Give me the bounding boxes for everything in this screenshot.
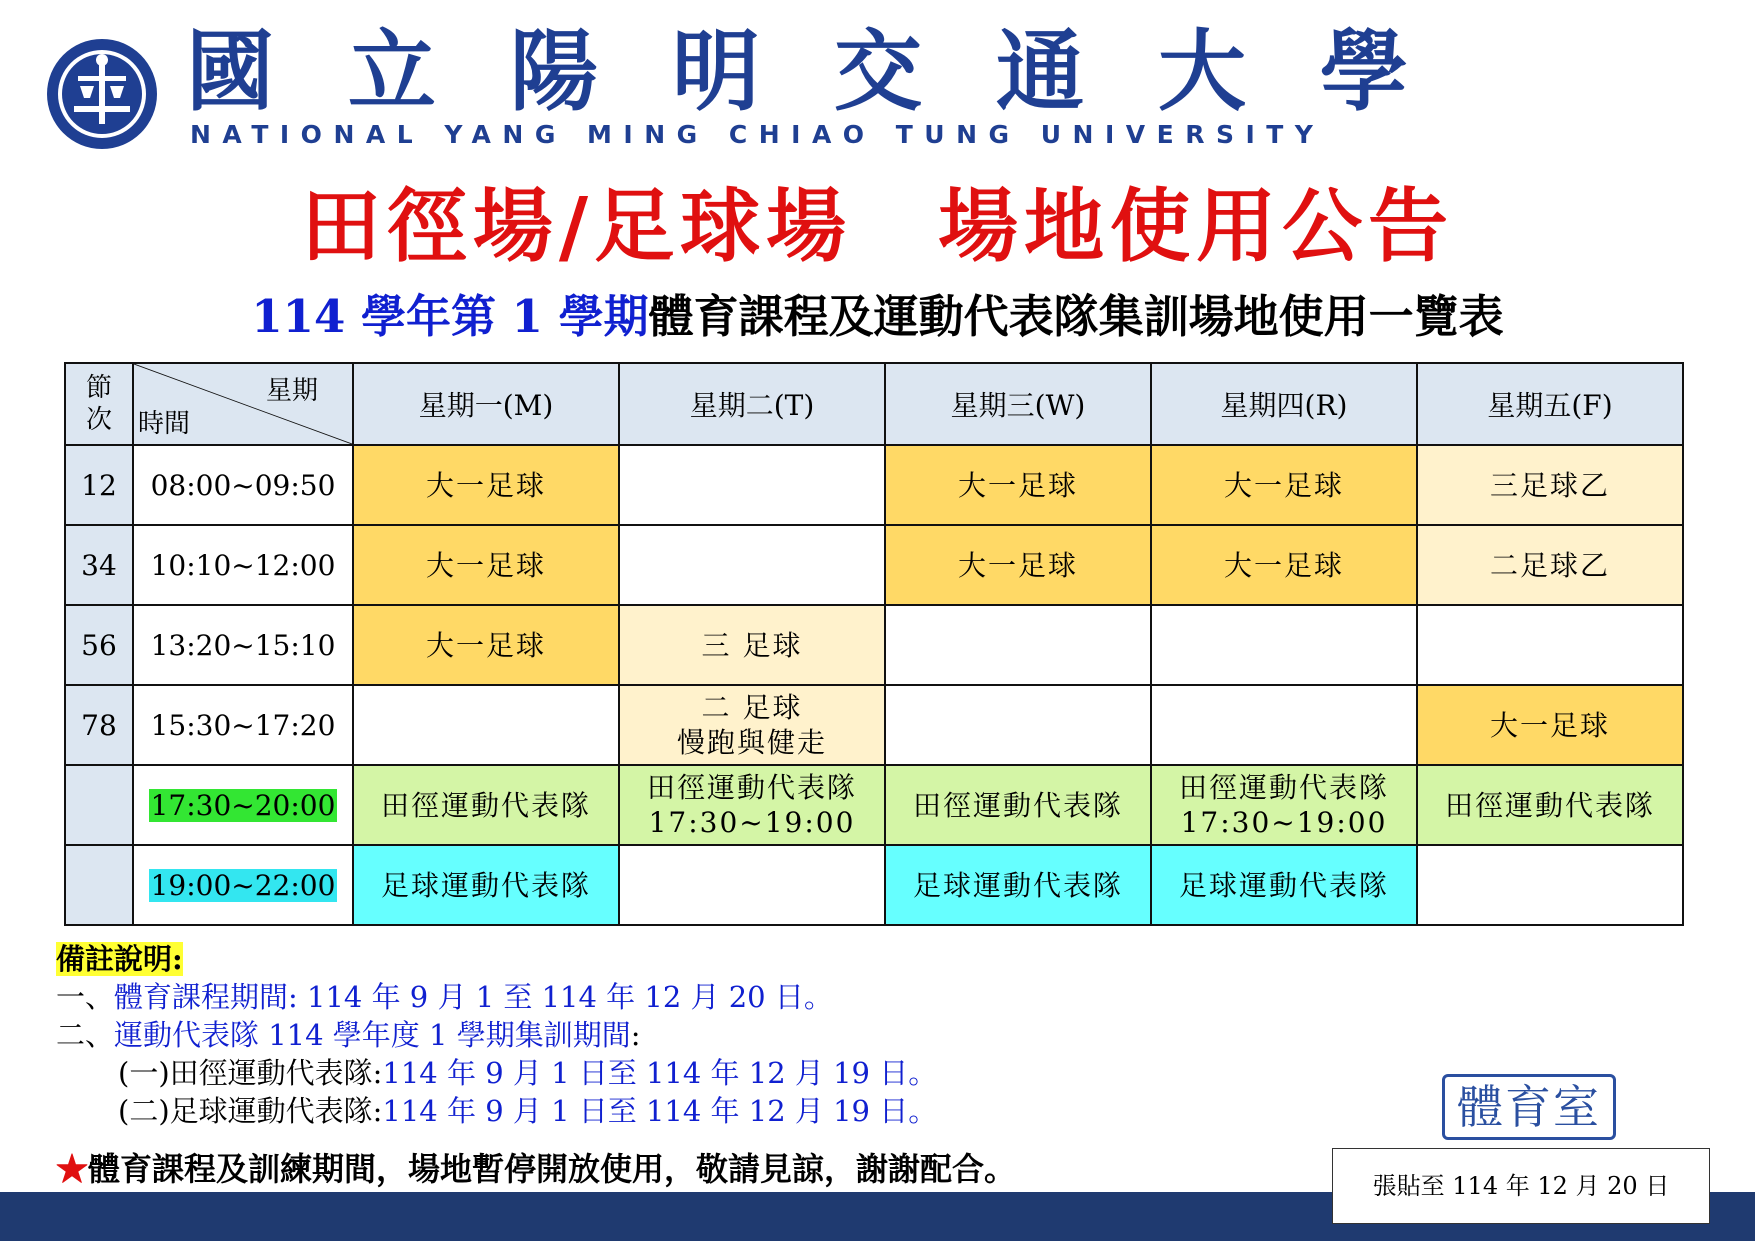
note-suffix: : [630,1018,641,1052]
time-cell: 13:20~15:10 [133,605,353,685]
notes-section [56,940,937,1130]
time-cell [133,845,353,925]
posted-until-box: 張貼至 114 年 12 月 20 日 [1332,1148,1710,1224]
note-sub-label: (二)足球運動代表隊: [118,1094,383,1128]
note-line [56,1016,937,1054]
week-label: 星期 [265,376,318,406]
time-cell [133,765,353,845]
table-row [65,445,1683,525]
note-sub-label: (一)田徑運動代表隊: [118,1056,383,1090]
university-name-english: NATIONAL YANG MING CHIAO TUNG UNIVERSITY [190,120,1325,149]
star-icon: ★ [56,1150,89,1188]
schedule-cell: 田徑運動代表隊 17:30~19:00 [1151,765,1417,845]
schedule-cell [353,685,619,765]
note-sub-value: 114 年 9 月 1 日至 114 年 12 月 19 日。 [382,1094,938,1128]
day-header: 星期四(R) [1151,363,1417,445]
note-prefix: 一、 [56,980,115,1014]
period-cell: 12 [65,445,133,525]
time-cell: 08:00~09:50 [133,445,353,525]
schedule-cell: 大一足球 [353,525,619,605]
note-sub-value: 114 年 9 月 1 日至 114 年 12 月 19 日。 [382,1056,938,1090]
day-header: 星期二(T) [619,363,885,445]
schedule-cell: 二足球乙 [1417,525,1683,605]
schedule-cell: 足球運動代表隊 [1151,845,1417,925]
table-row [65,525,1683,605]
page-title: 田徑場/足球場 場地使用公告 [300,179,1455,273]
period-header: 節 次 [65,363,133,445]
schedule-cell: 田徑運動代表隊 [885,765,1151,845]
schedule-cell [619,445,885,525]
schedule-cell: 大一足球 [353,605,619,685]
note-prefix: 二、 [56,1018,115,1052]
time-cell: 10:10~12:00 [133,525,353,605]
schedule-cell: 足球運動代表隊 [885,845,1151,925]
schedule-cell: 三足球乙 [1417,445,1683,525]
period-cell [65,765,133,845]
time-cell: 15:30~17:20 [133,685,353,765]
note-label: 運動代表隊 114 學年度 1 學期集訓期間 [114,1018,631,1052]
schedule-cell: 大一足球 [353,445,619,525]
period-cell: 34 [65,525,133,605]
note-label: 體育課程期間 [114,980,289,1014]
table-row [65,605,1683,685]
schedule-cell: 大一足球 [1151,525,1417,605]
week-time-corner-header [133,363,353,445]
schedule-cell [1151,685,1417,765]
schedule-cell: 大一足球 [885,525,1151,605]
table-header-row [65,363,1683,445]
time-highlight: 17:30~20:00 [150,788,336,822]
schedule-cell: 三 足球 [619,605,885,685]
schedule-cell [1151,605,1417,685]
note-subline [56,1054,937,1092]
day-header: 星期一(M) [353,363,619,445]
note-subline [56,1092,937,1130]
schedule-cell: 大一足球 [885,445,1151,525]
university-name-chinese: 國立陽明交通大學 [186,20,1483,123]
note-value: : 114 年 9 月 1 至 114 年 12 月 20 日。 [288,980,833,1014]
schedule-cell: 二 足球 慢跑與健走 [619,685,885,765]
pe-office-stamp: 體育室 [1442,1074,1616,1140]
schedule-cell [885,605,1151,685]
schedule-table [64,362,1684,926]
subtitle-description: 體育課程及運動代表隊集訓場地使用一覽表 [648,290,1504,343]
schedule-cell: 足球運動代表隊 [353,845,619,925]
schedule-cell [619,845,885,925]
table-row [65,685,1683,765]
period-cell: 78 [65,685,133,765]
schedule-cell [885,685,1151,765]
notes-heading: 備註說明: [56,942,183,976]
schedule-cell: 田徑運動代表隊 [1417,765,1683,845]
period-cell: 56 [65,605,133,685]
time-highlight: 19:00~22:00 [150,868,336,902]
table-row [65,845,1683,925]
schedule-cell: 大一足球 [1151,445,1417,525]
page-subtitle [0,292,1755,342]
notice-text: 體育課程及訓練期間，場地暫停開放使用，敬請見諒，謝謝配合。 [88,1150,1017,1188]
schedule-cell [1417,845,1683,925]
period-cell [65,845,133,925]
table-row [65,765,1683,845]
closure-notice [56,1144,1016,1190]
schedule-cell: 田徑運動代表隊 [353,765,619,845]
note-line [56,978,937,1016]
day-header: 星期五(F) [1417,363,1683,445]
schedule-cell [619,525,885,605]
schedule-cell [1417,605,1683,685]
schedule-cell: 田徑運動代表隊 17:30~19:00 [619,765,885,845]
schedule-cell: 大一足球 [1417,685,1683,765]
time-label: 時間 [138,409,191,439]
university-emblem-icon [44,36,160,152]
subtitle-term: 114 學年第 1 學期 [251,290,649,343]
day-header: 星期三(W) [885,363,1151,445]
